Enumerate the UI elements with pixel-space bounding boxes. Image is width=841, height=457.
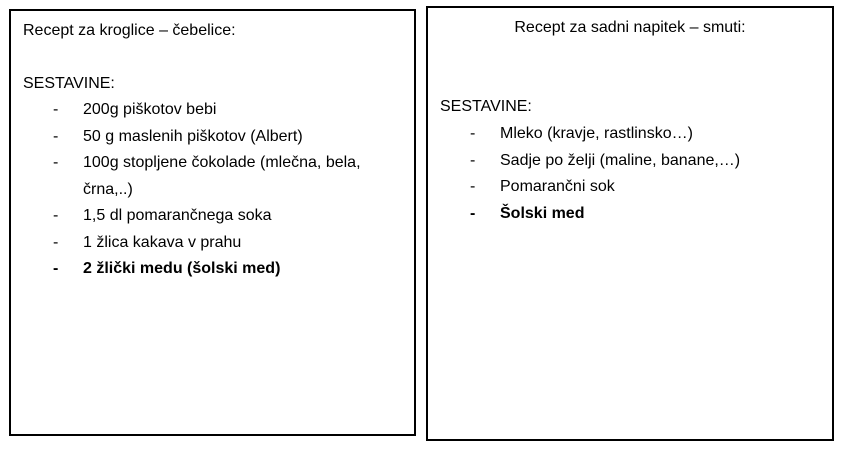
ingredient-text: 1 žlica kakava v prahu: [83, 233, 242, 251]
ingredient-text: 50 g maslenih piškotov (Albert): [83, 127, 303, 145]
list-dash: -: [470, 125, 476, 142]
list-dash: -: [53, 127, 59, 145]
recipe-card-smuti: [426, 6, 834, 441]
ingredient-text: 200g piškotov bebi: [83, 101, 217, 118]
ingredients-heading: SESTAVINE:: [23, 75, 115, 92]
ingredient-text: 1,5 dl pomarančnega soka: [83, 207, 272, 224]
ingredient-item: [440, 174, 830, 201]
list-dash: -: [53, 260, 59, 277]
ingredients-list: [23, 97, 413, 283]
ingredient-item: [440, 121, 830, 148]
ingredient-item: [23, 150, 413, 203]
ingredient-item-highlighted: [23, 256, 413, 283]
list-dash: -: [470, 204, 476, 222]
ingredient-text: Pomarančni sok: [500, 178, 615, 195]
list-dash: -: [470, 151, 476, 169]
list-dash: -: [53, 154, 59, 171]
recipe-title: Recept za sadni napitek – smuti:: [514, 19, 746, 36]
ingredient-item: [23, 124, 413, 151]
ingredient-text: Šolski med: [500, 204, 585, 222]
list-dash: -: [53, 101, 59, 118]
ingredient-item: [23, 97, 413, 124]
ingredient-text: Mleko (kravje, rastlinsko…): [500, 125, 693, 142]
ingredient-item: [23, 230, 413, 257]
ingredient-item: [440, 148, 830, 175]
ingredients-heading: SESTAVINE:: [440, 98, 532, 115]
list-dash: -: [53, 233, 59, 251]
recipe-card-kroglice: [9, 9, 416, 436]
ingredient-text: Sadje po želji (maline, banane,…): [500, 151, 741, 169]
ingredient-item-highlighted: [440, 201, 830, 228]
list-dash: -: [470, 178, 476, 195]
ingredient-text: 100g stopljene čokolade (mlečna, bela, črna,..): [83, 154, 361, 198]
ingredient-text: 2 žlički medu (šolski med): [83, 260, 281, 277]
recipe-title: Recept za kroglice – čebelice:: [23, 22, 236, 39]
ingredients-list: [440, 121, 830, 227]
list-dash: -: [53, 207, 59, 224]
ingredient-item: [23, 203, 413, 230]
